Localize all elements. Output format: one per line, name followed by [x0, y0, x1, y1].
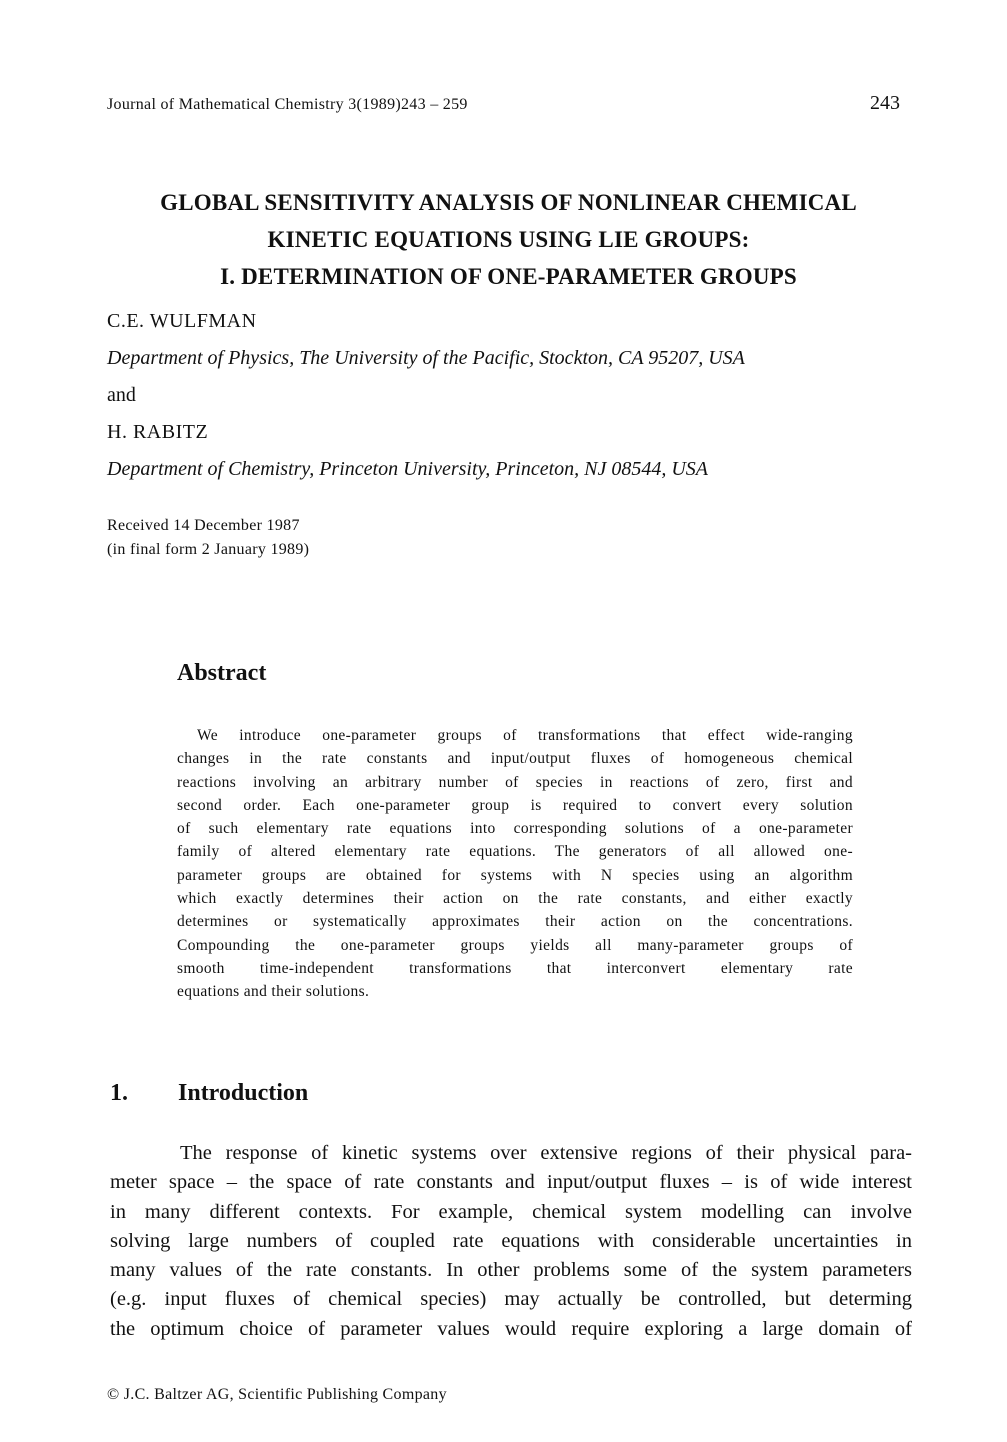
- abstract-line: which exactly determines their action on the rate constants, and either exactly: [177, 890, 853, 908]
- abstract-line: of such elementary rate equations into corresponding solutions of a one-parameter: [177, 820, 853, 838]
- intro-line: the optimum choice of parameter values would require exploring a large domain of: [110, 1317, 912, 1340]
- paper-title: [100, 184, 917, 295]
- abstract-line: family of altered elementary rate equations. The generators of all allowed one-: [177, 843, 853, 861]
- abstract-heading: Abstract: [177, 660, 267, 686]
- intro-line: in many different contexts. For example, chemical system modelling can involve: [110, 1200, 912, 1223]
- abstract-body: [177, 724, 853, 1004]
- introduction-body: [110, 1139, 912, 1344]
- abstract-line: parameter groups are obtained for systems with N species using an algorithm: [177, 866, 853, 884]
- author-name-1: C.E. WULFMAN: [107, 310, 257, 332]
- intro-line: The response of kinetic systems over extensive regions of their physical para-: [180, 1142, 912, 1164]
- author-name-2: H. RABITZ: [107, 421, 209, 443]
- title-line: GLOBAL SENSITIVITY ANALYSIS OF NONLINEAR CHEMICAL: [160, 190, 857, 215]
- journal-citation: Journal of Mathematical Chemistry 3(1989)243 – 259: [107, 96, 468, 113]
- received-dates: [107, 514, 309, 562]
- abstract-line: Compounding the one-parameter groups yields all many-parameter groups of: [177, 936, 853, 954]
- intro-line: many values of the rate constants. In other problems some of the system parameters: [110, 1259, 912, 1282]
- author-conjunction: and: [107, 384, 136, 406]
- abstract-line: second order. Each one-parameter group is required to convert every solution: [177, 796, 853, 814]
- copyright-notice: © J.C. Baltzer AG, Scientific Publishing Company: [107, 1386, 447, 1403]
- intro-line: meter space – the space of rate constants and input/output fluxes – is of wide interest: [110, 1171, 912, 1194]
- abstract-line: equations and their solutions.: [177, 983, 370, 1001]
- title-line: KINETIC EQUATIONS USING LIE GROUPS:: [267, 227, 750, 252]
- intro-line: solving large numbers of coupled rate equations with considerable uncertainties in: [110, 1229, 912, 1252]
- title-line: I. DETERMINATION OF ONE-PARAMETER GROUPS: [220, 264, 797, 289]
- section-number: 1.: [110, 1080, 128, 1106]
- page-number: 243: [870, 92, 900, 114]
- abstract-line: smooth time-independent transformations that interconvert elementary rate: [177, 959, 853, 977]
- abstract-line: We introduce one-parameter groups of transformations that effect wide-ranging: [197, 727, 853, 744]
- abstract-line: reactions involving an arbitrary number of species in reactions of zero, first and: [177, 773, 853, 791]
- abstract-line: determines or systematically approximates their action on the concentrations.: [177, 913, 853, 931]
- abstract-line: changes in the rate constants and input/output fluxes of homogeneous chemical: [177, 750, 853, 768]
- final-form-date: (in final form 2 January 1989): [107, 541, 310, 558]
- author-affiliation-1: Department of Physics, The University of the Pacific, Stockton, CA 95207, USA: [107, 347, 745, 369]
- section-heading-introduction: [110, 1080, 308, 1107]
- intro-line: (e.g. input fluxes of chemical species) may actually be controlled, but determing: [110, 1288, 912, 1311]
- section-title: Introduction: [178, 1080, 309, 1106]
- received-date: Received 14 December 1987: [107, 517, 300, 534]
- author-affiliation-2: Department of Chemistry, Princeton University, Princeton, NJ 08544, USA: [107, 458, 709, 480]
